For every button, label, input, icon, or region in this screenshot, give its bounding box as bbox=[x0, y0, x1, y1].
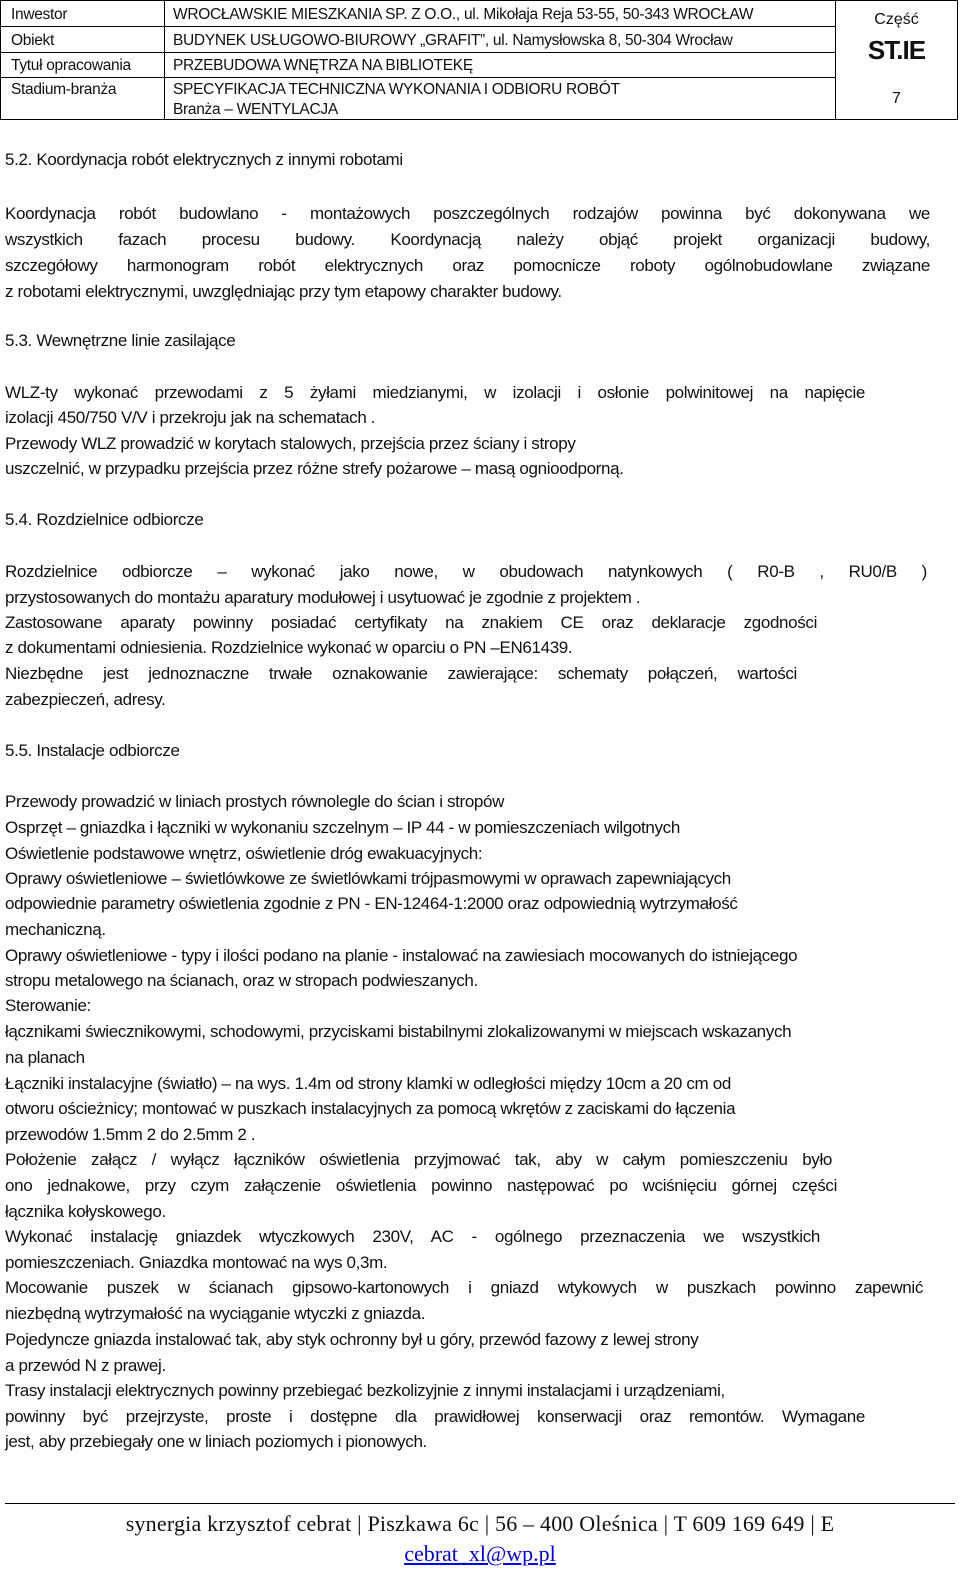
footer-company: synergia krzysztof cebrat | Piszkawa 6c | 56 – 400 Oleśnica | T 609 169 649 | E bbox=[125, 1511, 835, 1536]
paragraph-line: jest, aby przebiegały one w liniach poziomych i pionowych. bbox=[5, 1432, 427, 1451]
paragraph-line: niezbędną wytrzymałość na wyciąganie wtyczki z gniazda. bbox=[5, 1304, 426, 1323]
paragraph-line: Mocowanie puszek w ścianach gipsowo-kartonowych i gniazd wtykowych w puszkach powinno zapewnić bbox=[5, 1278, 923, 1297]
paragraph-line: Trasy instalacji elektrycznych powinny przebiegać bezkolizyjnie z innymi instalacjami i urządzeniami, bbox=[5, 1381, 725, 1400]
header-value: PRZEBUDOWA WNĘTRZA NA BIBLIOTEKĘ bbox=[173, 57, 473, 74]
paragraph-line: łącznikami świecznikowymi, schodowymi, przyciskami bistabilnymi zlokalizowanymi w miejscach wskazanych bbox=[5, 1022, 792, 1041]
paragraph-line: Położenie załącz / wyłącz łączników oświetlenia przyjmować tak, aby w całym pomieszczeniu było bbox=[5, 1150, 832, 1169]
paragraph-line: wszystkich fazach procesu budowy. Koordynacją należy objąć projekt organizacji budowy, bbox=[5, 230, 930, 249]
paragraph-line: przystosowanych do montażu aparatury modułowej i usytuować je zgodnie z projektem . bbox=[5, 588, 641, 607]
header-label: Stadium-branża bbox=[11, 81, 117, 98]
paragraph-line: z dokumentami odniesienia. Rozdzielnice wykonać w oparciu o PN –EN61439. bbox=[5, 638, 573, 657]
header-label: Obiekt bbox=[11, 32, 54, 49]
header-divider bbox=[164, 1, 165, 119]
paragraph-line: odpowiednie parametry oświetlenia zgodnie z PN - EN-12464-1:2000 oraz odpowiednią wytrzymałość bbox=[5, 894, 738, 913]
paragraph-line: na planach bbox=[5, 1048, 85, 1067]
part-code: ST.IE bbox=[867, 35, 926, 65]
header-label: Tytuł opracowania bbox=[11, 57, 131, 74]
part-label: Część bbox=[874, 11, 919, 28]
paragraph-line: izolacji 450/750 V/V i przekroju jak na schematach . bbox=[5, 408, 376, 427]
paragraph-line: Oprawy oświetleniowe - typy i ilości podano na planie - instalować na zawiesiach mocowanych do istniejącego bbox=[5, 946, 798, 965]
paragraph-line: łącznika kołyskowego. bbox=[5, 1202, 166, 1221]
paragraph-line: Koordynacja robót budowlano - montażowych poszczególnych rodzajów powinna być dokonywana we bbox=[5, 204, 930, 223]
paragraph-line: ono jednakowe, przy czym załączenie oświetlenia powinno następować po wciśnięciu górnej części bbox=[5, 1176, 837, 1195]
page-number: 7 bbox=[892, 90, 901, 107]
header-label: Inwestor bbox=[11, 6, 68, 23]
paragraph-line: z robotami elektrycznymi, uwzględniając przy tym etapowy charakter budowy. bbox=[5, 282, 562, 301]
paragraph-line: Sterowanie: bbox=[5, 996, 91, 1015]
paragraph-line: WLZ-ty wykonać przewodami z 5 żyłami miedzianymi, w izolacji i osłonie polwinitowej na napięcie bbox=[5, 383, 865, 402]
paragraph-line: otworu ościeżnicy; montować w puszkach instalacyjnych za pomocą wkrętów z zaciskami do łączenia bbox=[5, 1099, 736, 1118]
paragraph-line: szczegółowy harmonogram robót elektrycznych oraz pomocnicze roboty ogólnobudowlane związane bbox=[5, 256, 930, 275]
paragraph-line: zabezpieczeń, adresy. bbox=[5, 690, 166, 709]
paragraph-line: Pojedyncze gniazda instalować tak, aby styk ochronny był u góry, przewód fazowy z lewej strony bbox=[5, 1330, 699, 1349]
paragraph-line: przewodów 1.5mm 2 do 2.5mm 2 . bbox=[5, 1125, 256, 1144]
section-heading: 5.2. Koordynacja robót elektrycznych z innymi robotami bbox=[5, 150, 403, 169]
paragraph-line: mechaniczną. bbox=[5, 920, 106, 939]
paragraph-line: Zastosowane aparaty powinny posiadać certyfikaty na znakiem CE oraz deklaracje zgodności bbox=[5, 613, 817, 632]
header-value: WROCŁAWSKIE MIESZKANIA SP. Z O.O., ul. Mikołaja Reja 53-55, 50-343 WROCŁAW bbox=[173, 6, 754, 23]
paragraph-line: powinny być przejrzyste, proste i dostępne dla prawidłowej konserwacji oraz remontów. Wymagane bbox=[5, 1407, 865, 1426]
paragraph-line: Rozdzielnice odbiorcze – wykonać jako nowe, w obudowach natynkowych ( R0-B , RU0/B ) bbox=[5, 562, 927, 581]
header-value: BUDYNEK USŁUGOWO-BIUROWY „GRAFIT”, ul. Namysłowska 8, 50-304 Wrocław bbox=[173, 32, 733, 49]
section-heading: 5.3. Wewnętrzne linie zasilające bbox=[5, 331, 236, 350]
paragraph-line: pomieszczeniach. Gniazdka montować na wys 0,3m. bbox=[5, 1253, 388, 1272]
paragraph-line: a przewód N z prawej. bbox=[5, 1356, 166, 1375]
paragraph-line: stropu metalowego na ścianach, oraz w stropach podwieszanych. bbox=[5, 971, 478, 990]
section-heading: 5.4. Rozdzielnice odbiorcze bbox=[5, 510, 204, 529]
footer-email-link[interactable]: cebrat_xl@wp.pl bbox=[404, 1541, 556, 1566]
header-value: SPECYFIKACJA TECHNICZNA WYKONANIA I ODBIORU ROBÓT bbox=[173, 81, 620, 98]
paragraph-line: Niezbędne jest jednoznaczne trwałe oznakowanie zawierające: schematy połączeń, wartości bbox=[5, 664, 797, 683]
header-branch: Branża – WENTYLACJA bbox=[173, 101, 338, 118]
paragraph-line: Oświetlenie podstawowe wnętrz, oświetlenie dróg ewakuacyjnych: bbox=[5, 844, 483, 863]
paragraph-line: Oprawy oświetleniowe – świetlówkowe ze świetlówkami trójpasmowymi w oprawach zapewniających bbox=[5, 869, 731, 888]
paragraph-line: Łączniki instalacyjne (światło) – na wys. 1.4m od strony klamki w odległości między 10cm a 20 cm od bbox=[5, 1074, 731, 1093]
paragraph-line: Przewody prowadzić w liniach prostych równolegle do ścian i stropów bbox=[5, 792, 505, 811]
paragraph-line: Przewody WLZ prowadzić w korytach stalowych, przejścia przez ściany i stropy bbox=[5, 434, 576, 453]
paragraph-line: uszczelnić, w przypadku przejścia przez różne strefy pożarowe – masą ognioodporną. bbox=[5, 459, 624, 478]
footer-rule bbox=[5, 1503, 955, 1504]
section-heading: 5.5. Instalacje odbiorcze bbox=[5, 741, 180, 760]
paragraph-line: Wykonać instalację gniazdek wtyczkowych 230V, AC - ogólnego przeznaczenia we wszystkich bbox=[5, 1227, 820, 1246]
paragraph-line: Osprzęt – gniazdka i łączniki w wykonaniu szczelnym – IP 44 - w pomieszczeniach wilgotnych bbox=[5, 818, 680, 837]
document-header bbox=[0, 0, 958, 120]
